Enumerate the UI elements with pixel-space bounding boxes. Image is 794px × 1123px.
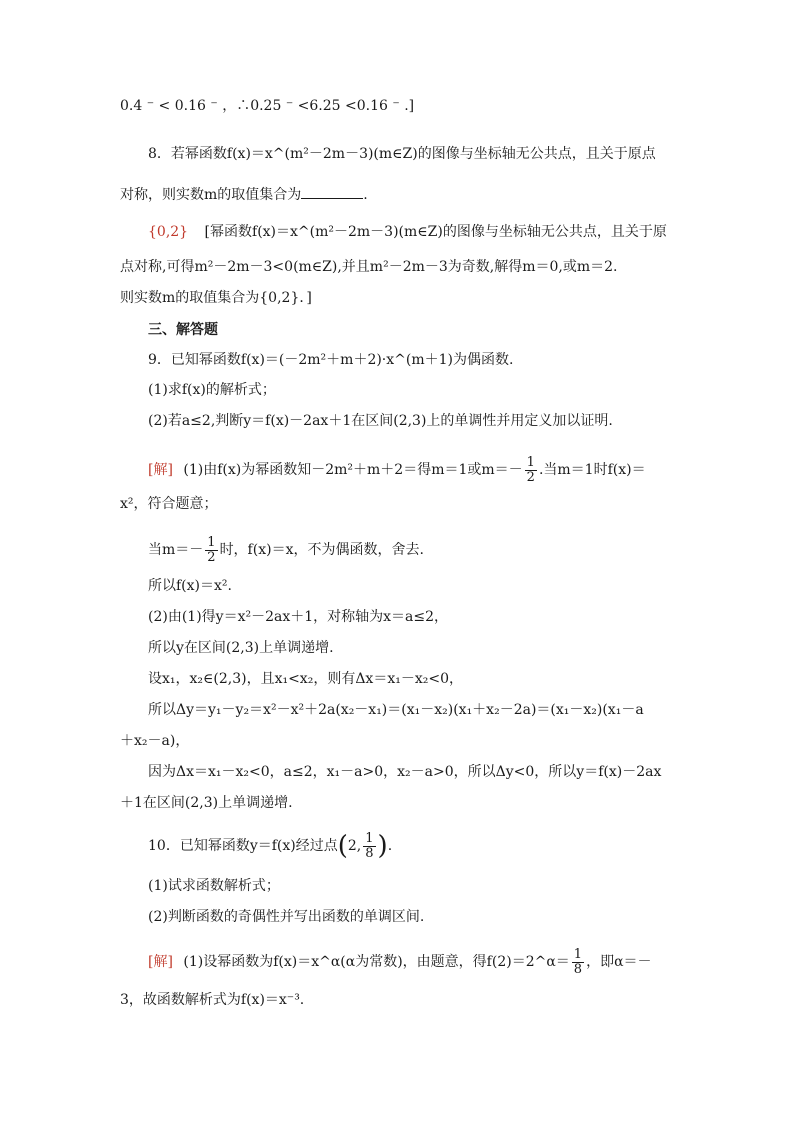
close-paren: ) [377,831,388,861]
numerator: 1 [365,830,374,846]
denominator: 8 [573,961,583,977]
text-line: (2)判断函数的奇偶性并写出函数的单调区间. [148,909,425,925]
text: ，即α＝－ [586,954,652,970]
question-10 [148,828,392,864]
text: [幂函数f(x)＝x^(m²－2m－3)(m∈Z)的图像与坐标轴无公共点，且关于原 [204,224,667,240]
text: .当m＝1时f(x)＝ [538,462,646,478]
numerator: 1 [207,534,216,550]
answer-value: {0,2} [148,224,189,240]
answer-blank [301,184,363,199]
text-line: 所以y在区间(2,3)上单调递增. [148,640,334,656]
fraction [205,536,217,565]
question-8: 8．若幂函数f(x)＝x^(m²－2m－3)(m∈Z)的图像与坐标轴无公共点，且关于原点 [148,146,656,162]
question-8-cont [120,184,368,206]
text: 10．已知幂函数y＝f(x)经过点 [148,838,338,854]
solution-9 [148,452,646,488]
text: 2, [347,838,362,854]
open-paren: ( [337,831,348,861]
numerator: 1 [526,454,535,470]
text-line: 所以Δy＝y₁－y₂＝x²－x²＋2a(x₂－x₁)＝(x₁－x₂)(x₁＋x₂－2a)＝(x₁－x₂)(x₁－a [148,702,644,718]
denominator: 2 [207,549,216,565]
solution-label: [解] [148,954,173,970]
text-line: 则实数m的取值集合为{0,2}．] [120,290,312,306]
solution-10 [148,944,652,980]
text-line: ＋x₂－a)， [120,733,190,749]
text: . [387,838,393,854]
question-9: 9．已知幂函数f(x)＝(－2m²＋m＋2)·x^(m＋1)为偶函数. [148,352,514,368]
text-line: 因为Δx＝x₁－x₂<0，a≤2，x₁－a>0，x₂－a>0，所以Δy<0，所以y＝f(x)－2ax [148,764,662,780]
text-line: (1)试求函数解析式； [148,878,280,894]
text-line: x²，符合题意； [120,496,218,512]
text-line [148,532,424,568]
fraction [363,832,375,861]
text-line: 点对称,可得m²－2m－3<0(m∈Z),并且m²－2m－3为奇数,解得m＝0,或m＝2. [120,259,618,275]
text-line: (1)求f(x)的解析式； [148,382,276,398]
text: (1)设幂函数为f(x)＝x^α(α为常数)，由题意，得f(2)＝2^α＝ [183,954,570,970]
text-line: (2)由(1)得y＝x²－2ax＋1，对称轴为x＝a≤2， [148,609,449,625]
text: 对称，则实数m的取值集合为 [120,187,302,203]
text-line: ＋1在区间(2,3)上单调递增. [120,795,293,811]
numerator: 1 [573,946,583,962]
text-line: 3，故函数解析式为f(x)＝x⁻³. [120,992,305,1008]
text: (1)由f(x)为幂函数知－2m²＋m＋2＝得m＝1或m＝－ [183,462,523,478]
text-line: (2)若a≤2,判断y＝f(x)－2ax＋1在区间(2,3)上的单调性并用定义加以证明. [148,413,613,429]
answer-8 [148,222,667,244]
text-line: 设x₁，x₂∈(2,3)，且x₁<x₂，则有Δx＝x₁－x₂<0， [148,671,463,687]
text: 时，f(x)＝x，不为偶函数，舍去. [219,542,424,558]
text: . [363,187,368,203]
denominator: 8 [365,845,374,861]
text: 当m＝－ [148,542,204,558]
fraction [572,948,584,977]
denominator: 2 [526,469,535,485]
section-heading: 三、解答题 [148,322,218,338]
fraction [525,456,537,485]
text-line: 所以f(x)＝x². [148,578,232,594]
solution-label: [解] [148,462,173,478]
text-line: 0.4 ⁻ < 0.16 ⁻ ，∴0.25 ⁻ <6.25 <0.16 ⁻ .] [120,98,415,114]
